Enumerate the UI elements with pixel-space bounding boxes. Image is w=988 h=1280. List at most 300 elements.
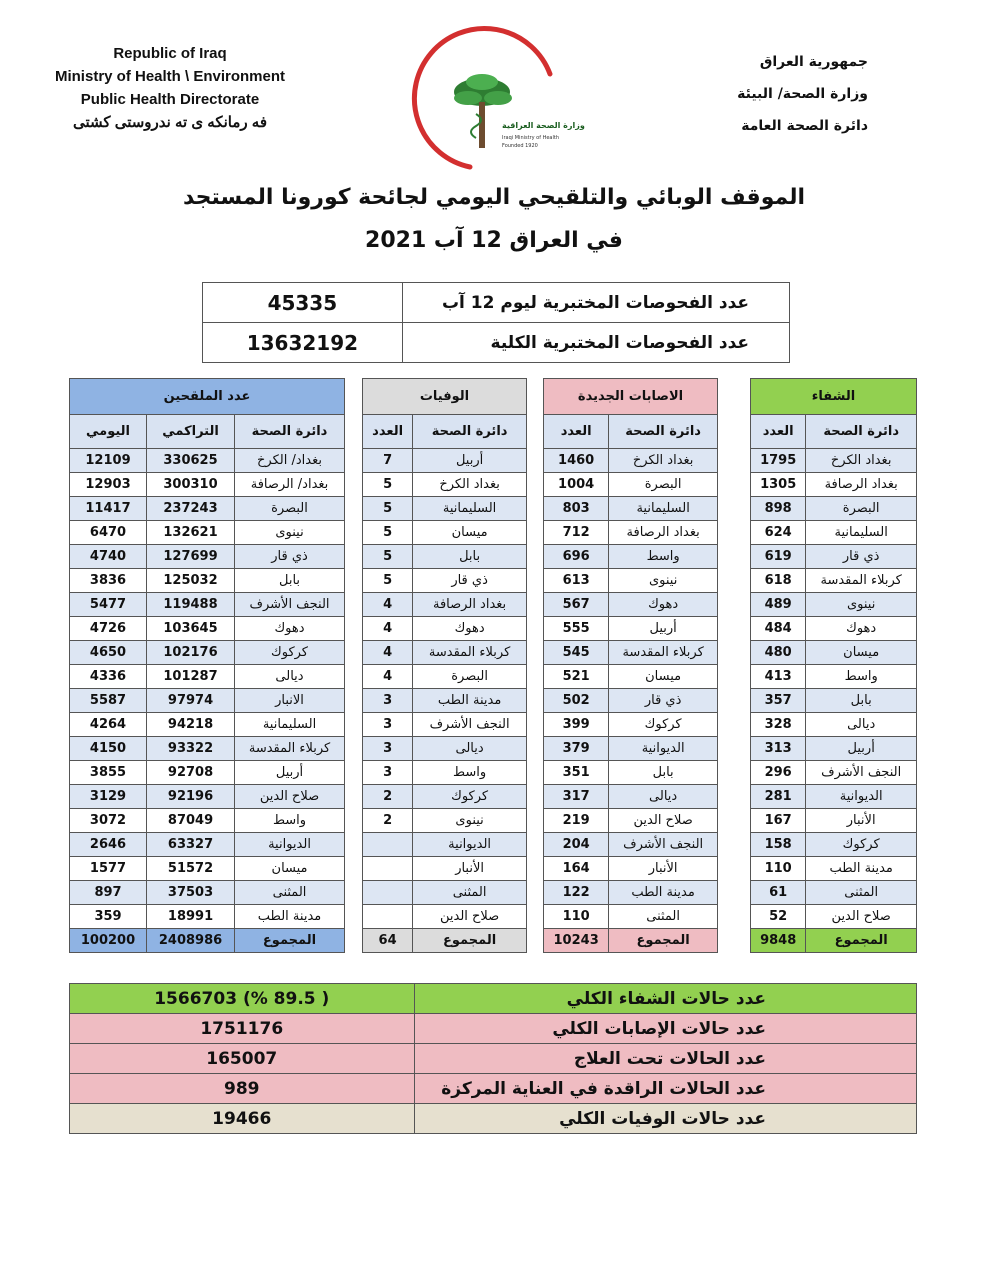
directorate-cell: نينوى	[806, 593, 917, 617]
directorate-cell: بغداد/ الرصافة	[235, 473, 345, 497]
header-ar-ministry: وزارة الصحة/ البيئة	[737, 86, 868, 102]
total-tests-label: عدد الفحوصات المختبرية الكلية	[402, 323, 789, 363]
directorate-cell: كركوك	[609, 713, 718, 737]
value-cell: 379	[544, 737, 609, 761]
deaths-col-count: العدد	[363, 415, 413, 449]
value-cell: 3	[363, 713, 413, 737]
value-cell: 5	[363, 497, 413, 521]
value-cell	[363, 881, 413, 905]
deaths-row	[363, 857, 527, 881]
value-cell: 4650	[70, 641, 147, 665]
directorate-cell: صلاح الدين	[413, 905, 527, 929]
value-cell: 4740	[70, 545, 147, 569]
vaccinated-total-row	[70, 929, 345, 953]
cases-row	[544, 857, 718, 881]
daily-tests-value: 45335	[203, 283, 403, 323]
directorate-cell: ميسان	[609, 665, 718, 689]
vaccinated-caption: عدد الملقحين	[70, 379, 345, 415]
ministry-logo	[410, 24, 585, 174]
directorate-cell: بغداد الكرخ	[609, 449, 718, 473]
daily-tests-label: عدد الفحوصات المختبرية ليوم 12 آب	[402, 283, 789, 323]
value-cell	[363, 905, 413, 929]
deaths-row	[363, 833, 527, 857]
value-cell: 87049	[147, 809, 235, 833]
cases-row	[544, 449, 718, 473]
deaths-row	[363, 473, 527, 497]
value-cell: 92708	[147, 761, 235, 785]
directorate-cell: ذي قار	[609, 689, 718, 713]
cases-row	[544, 785, 718, 809]
directorate-cell: بابل	[413, 545, 527, 569]
value-cell: 61	[751, 881, 806, 905]
directorate-cell: الديوانية	[235, 833, 345, 857]
value-cell: 300310	[147, 473, 235, 497]
directorate-cell: السليمانية	[806, 521, 917, 545]
value-cell: 4	[363, 617, 413, 641]
directorate-cell: المثنى	[235, 881, 345, 905]
directorate-cell: مدينة الطب	[413, 689, 527, 713]
directorate-cell: كربلاء المقدسة	[806, 569, 917, 593]
value-cell: 803	[544, 497, 609, 521]
vaccinated-row	[70, 665, 345, 689]
vaccinated-row	[70, 545, 345, 569]
value-cell: 313	[751, 737, 806, 761]
vaccinated-row	[70, 689, 345, 713]
deaths-row	[363, 665, 527, 689]
directorate-cell: بغداد الرصافة	[609, 521, 718, 545]
recovered-row	[751, 641, 917, 665]
cases-row	[544, 497, 718, 521]
value-cell: 5	[363, 473, 413, 497]
value-cell: 164	[544, 857, 609, 881]
vaccinated-row	[70, 713, 345, 737]
value-cell: 12109	[70, 449, 147, 473]
value-cell: 502	[544, 689, 609, 713]
arabic-header	[737, 46, 868, 142]
value-cell: 619	[751, 545, 806, 569]
value-cell: 2	[363, 785, 413, 809]
directorate-cell: كربلاء المقدسة	[413, 641, 527, 665]
value-cell: 296	[751, 761, 806, 785]
value-cell: 330625	[147, 449, 235, 473]
directorate-cell: ديالى	[235, 665, 345, 689]
directorate-cell: النجف الأشرف	[413, 713, 527, 737]
value-cell: 3	[363, 737, 413, 761]
value-cell: 2646	[70, 833, 147, 857]
lab-tests-table	[202, 282, 790, 363]
value-cell: 555	[544, 617, 609, 641]
directorate-cell: ميسان	[413, 521, 527, 545]
value-cell: 11417	[70, 497, 147, 521]
value-cell: 1460	[544, 449, 609, 473]
vaccinated-col-directorate: دائرة الصحة	[235, 415, 345, 449]
vaccinated-table	[69, 378, 345, 953]
vaccinated-row	[70, 881, 345, 905]
directorate-cell: كربلاء المقدسة	[609, 641, 718, 665]
total-value-cell: 10243	[544, 929, 609, 953]
value-cell: 102176	[147, 641, 235, 665]
deaths-col-directorate: دائرة الصحة	[413, 415, 527, 449]
directorate-cell: الانبار	[235, 689, 345, 713]
deaths-row	[363, 881, 527, 905]
directorate-cell: البصرة	[806, 497, 917, 521]
value-cell: 317	[544, 785, 609, 809]
value-cell: 127699	[147, 545, 235, 569]
directorate-cell: نينوى	[235, 521, 345, 545]
value-cell	[363, 833, 413, 857]
value-cell: 696	[544, 545, 609, 569]
vaccinated-row	[70, 737, 345, 761]
value-cell: 480	[751, 641, 806, 665]
directorate-cell: ميسان	[806, 641, 917, 665]
total-tests-row	[203, 323, 790, 363]
summary-row-recovered	[70, 984, 917, 1014]
value-cell: 1305	[751, 473, 806, 497]
directorate-cell: دهوك	[609, 593, 718, 617]
page-subtitle-date: في العراق 12 آب 2021	[365, 228, 623, 253]
directorate-cell: صلاح الدين	[806, 905, 917, 929]
deaths-table	[362, 378, 527, 953]
value-cell: 2	[363, 809, 413, 833]
recovered-row	[751, 761, 917, 785]
recovered-row	[751, 737, 917, 761]
value-cell: 103645	[147, 617, 235, 641]
value-cell: 12903	[70, 473, 147, 497]
value-cell: 63327	[147, 833, 235, 857]
directorate-cell: الديوانية	[806, 785, 917, 809]
directorate-cell: النجف الأشرف	[806, 761, 917, 785]
directorate-cell: بغداد الكرخ	[806, 449, 917, 473]
value-cell: 898	[751, 497, 806, 521]
directorate-cell: بابل	[609, 761, 718, 785]
directorate-cell: مدينة الطب	[806, 857, 917, 881]
value-cell: 618	[751, 569, 806, 593]
directorate-cell: الديوانية	[609, 737, 718, 761]
cases-row	[544, 641, 718, 665]
directorate-cell: ديالى	[413, 737, 527, 761]
recovered-total-row	[751, 929, 917, 953]
cases-row	[544, 713, 718, 737]
summary-table	[69, 983, 917, 1134]
value-cell: 545	[544, 641, 609, 665]
recovered-row	[751, 545, 917, 569]
header-republic: Republic of Iraq	[113, 45, 227, 62]
value-cell: 92196	[147, 785, 235, 809]
value-cell: 351	[544, 761, 609, 785]
vaccinated-row	[70, 473, 345, 497]
cases-row	[544, 809, 718, 833]
summary-label: عدد حالات الشفاء الكلي	[414, 984, 916, 1014]
value-cell: 4336	[70, 665, 147, 689]
value-cell: 1577	[70, 857, 147, 881]
total-label-cell: المجموع	[806, 929, 917, 953]
cases-row	[544, 521, 718, 545]
directorate-cell: البصرة	[413, 665, 527, 689]
directorate-cell: البصرة	[609, 473, 718, 497]
directorate-cell: ميسان	[235, 857, 345, 881]
directorate-cell: ديالى	[806, 713, 917, 737]
directorate-cell: الأنبار	[609, 857, 718, 881]
recovered-row	[751, 617, 917, 641]
value-cell: 122	[544, 881, 609, 905]
value-cell: 328	[751, 713, 806, 737]
vaccinated-col-cumulative: التراكمي	[147, 415, 235, 449]
summary-label: عدد الحالات تحت العلاج	[414, 1044, 916, 1074]
logo-text-arabic: وزارة الصحة العراقية	[502, 121, 585, 130]
value-cell: 93322	[147, 737, 235, 761]
total-label-cell: المجموع	[413, 929, 527, 953]
vaccinated-row	[70, 569, 345, 593]
directorate-cell: صلاح الدين	[609, 809, 718, 833]
cases-row	[544, 737, 718, 761]
cases-row	[544, 905, 718, 929]
header-kurdish: فه رمانكه ى ته ندروستى كشتى	[72, 114, 268, 131]
directorate-cell: ذي قار	[413, 569, 527, 593]
value-cell: 219	[544, 809, 609, 833]
directorate-cell: السليمانية	[235, 713, 345, 737]
deaths-caption: الوفيات	[363, 379, 527, 415]
directorate-cell: المثنى	[609, 905, 718, 929]
recovered-row	[751, 521, 917, 545]
value-cell: 167	[751, 809, 806, 833]
deaths-row	[363, 521, 527, 545]
vaccinated-row	[70, 833, 345, 857]
value-cell: 204	[544, 833, 609, 857]
directorate-cell: مدينة الطب	[235, 905, 345, 929]
header-ar-republic: جمهورية العراق	[759, 54, 868, 70]
daily-tests-row	[203, 283, 790, 323]
vaccinated-row	[70, 905, 345, 929]
value-cell: 132621	[147, 521, 235, 545]
value-cell: 5477	[70, 593, 147, 617]
deaths-row	[363, 905, 527, 929]
recovered-row	[751, 569, 917, 593]
value-cell: 359	[70, 905, 147, 929]
directorate-cell: صلاح الدين	[235, 785, 345, 809]
directorate-cell: أربيل	[235, 761, 345, 785]
recovered-row	[751, 785, 917, 809]
value-cell: 119488	[147, 593, 235, 617]
value-cell: 110	[544, 905, 609, 929]
value-cell: 5	[363, 521, 413, 545]
directorate-cell: السليمانية	[413, 497, 527, 521]
directorate-cell: واسط	[413, 761, 527, 785]
value-cell: 3855	[70, 761, 147, 785]
directorate-cell: المثنى	[413, 881, 527, 905]
deaths-row	[363, 593, 527, 617]
value-cell: 413	[751, 665, 806, 689]
summary-value: 1566703 (% 89.5 )	[70, 984, 415, 1014]
directorate-cell: كربلاء المقدسة	[235, 737, 345, 761]
value-cell: 3129	[70, 785, 147, 809]
value-cell: 5	[363, 545, 413, 569]
value-cell: 4150	[70, 737, 147, 761]
value-cell: 37503	[147, 881, 235, 905]
value-cell: 4264	[70, 713, 147, 737]
summary-row-under-treatment	[70, 1044, 917, 1074]
total-label-cell: المجموع	[609, 929, 718, 953]
vaccinated-row	[70, 617, 345, 641]
value-cell: 52	[751, 905, 806, 929]
cases-row	[544, 545, 718, 569]
value-cell: 5	[363, 569, 413, 593]
summary-value: 19466	[70, 1104, 415, 1134]
value-cell	[363, 857, 413, 881]
value-cell: 125032	[147, 569, 235, 593]
value-cell: 94218	[147, 713, 235, 737]
cases-total-row	[544, 929, 718, 953]
summary-value: 1751176	[70, 1014, 415, 1044]
directorate-cell: واسط	[609, 545, 718, 569]
deaths-row	[363, 449, 527, 473]
value-cell: 613	[544, 569, 609, 593]
value-cell: 7	[363, 449, 413, 473]
recovered-row	[751, 833, 917, 857]
cases-col-directorate: دائرة الصحة	[609, 415, 718, 449]
header-directorate: Public Health Directorate	[80, 91, 260, 108]
cases-row	[544, 665, 718, 689]
recovered-row	[751, 593, 917, 617]
value-cell: 3072	[70, 809, 147, 833]
cases-row	[544, 473, 718, 497]
value-cell: 97974	[147, 689, 235, 713]
header-ministry: Ministry of Health \ Environment	[54, 68, 286, 85]
recovered-row	[751, 905, 917, 929]
directorate-cell: نينوى	[609, 569, 718, 593]
value-cell: 4726	[70, 617, 147, 641]
summary-label: عدد حالات الإصابات الكلي	[414, 1014, 916, 1044]
deaths-row	[363, 809, 527, 833]
value-cell: 51572	[147, 857, 235, 881]
directorate-cell: ديالى	[609, 785, 718, 809]
recovered-row	[751, 713, 917, 737]
value-cell: 399	[544, 713, 609, 737]
vaccinated-row	[70, 521, 345, 545]
deaths-row	[363, 761, 527, 785]
value-cell: 624	[751, 521, 806, 545]
directorate-cell: بغداد/ الكرخ	[235, 449, 345, 473]
english-header	[30, 42, 310, 134]
vaccinated-row	[70, 641, 345, 665]
new-cases-table	[543, 378, 718, 953]
directorate-cell: المثنى	[806, 881, 917, 905]
cases-row	[544, 593, 718, 617]
vaccinated-row	[70, 593, 345, 617]
directorate-cell: كركوك	[235, 641, 345, 665]
value-cell: 3	[363, 689, 413, 713]
directorate-cell: النجف الأشرف	[609, 833, 718, 857]
recovered-row	[751, 857, 917, 881]
deaths-row	[363, 713, 527, 737]
value-cell: 158	[751, 833, 806, 857]
total-value-cell: 64	[363, 929, 413, 953]
value-cell: 4	[363, 641, 413, 665]
value-cell: 110	[751, 857, 806, 881]
summary-row-total-deaths	[70, 1104, 917, 1134]
summary-value: 165007	[70, 1044, 415, 1074]
recovered-row	[751, 473, 917, 497]
recovered-row	[751, 689, 917, 713]
deaths-row	[363, 689, 527, 713]
directorate-cell: دهوك	[806, 617, 917, 641]
cases-row	[544, 881, 718, 905]
recovered-table	[750, 378, 917, 953]
value-cell: 4	[363, 593, 413, 617]
total-value-cell: 100200	[70, 929, 147, 953]
directorate-cell: واسط	[235, 809, 345, 833]
value-cell: 489	[751, 593, 806, 617]
deaths-row	[363, 569, 527, 593]
recovered-row	[751, 809, 917, 833]
directorate-cell: أربيل	[413, 449, 527, 473]
directorate-cell: بابل	[235, 569, 345, 593]
value-cell: 1004	[544, 473, 609, 497]
vaccinated-row	[70, 497, 345, 521]
directorate-cell: الأنبار	[413, 857, 527, 881]
directorate-cell: بغداد الرصافة	[806, 473, 917, 497]
cases-row	[544, 689, 718, 713]
directorate-cell: السليمانية	[609, 497, 718, 521]
value-cell: 5587	[70, 689, 147, 713]
recovered-row	[751, 449, 917, 473]
value-cell: 237243	[147, 497, 235, 521]
value-cell: 4	[363, 665, 413, 689]
value-cell: 484	[751, 617, 806, 641]
summary-value: 989	[70, 1074, 415, 1104]
value-cell: 6470	[70, 521, 147, 545]
deaths-row	[363, 617, 527, 641]
logo-text-founded: Founded 1920	[502, 143, 538, 149]
vaccinated-row	[70, 809, 345, 833]
directorate-cell: دهوك	[413, 617, 527, 641]
vaccinated-row	[70, 785, 345, 809]
total-value-cell: 2408986	[147, 929, 235, 953]
header-ar-directorate: دائرة الصحة العامة	[741, 118, 868, 134]
directorate-cell: ذي قار	[235, 545, 345, 569]
directorate-cell: البصرة	[235, 497, 345, 521]
value-cell: 18991	[147, 905, 235, 929]
cases-caption: الاصابات الجديدة	[544, 379, 718, 415]
recovered-col-count: العدد	[751, 415, 806, 449]
recovered-row	[751, 497, 917, 521]
directorate-cell: أربيل	[806, 737, 917, 761]
deaths-total-row	[363, 929, 527, 953]
deaths-row	[363, 785, 527, 809]
directorate-cell: الأنبار	[806, 809, 917, 833]
vaccinated-row	[70, 857, 345, 881]
total-tests-value: 13632192	[203, 323, 403, 363]
value-cell: 357	[751, 689, 806, 713]
directorate-cell: بغداد الرصافة	[413, 593, 527, 617]
recovered-row	[751, 665, 917, 689]
page-title: الموقف الوبائي والتلقيحي اليومي لجائحة كورونا المستجد	[182, 185, 806, 210]
directorate-cell: مدينة الطب	[609, 881, 718, 905]
summary-label: عدد الحالات الراقدة في العناية المركزة	[414, 1074, 916, 1104]
directorate-cell: بغداد الكرخ	[413, 473, 527, 497]
deaths-row	[363, 737, 527, 761]
summary-label: عدد حالات الوفيات الكلي	[414, 1104, 916, 1134]
directorate-cell: دهوك	[235, 617, 345, 641]
directorate-cell: النجف الأشرف	[235, 593, 345, 617]
vaccinated-row	[70, 449, 345, 473]
recovered-col-directorate: دائرة الصحة	[806, 415, 917, 449]
summary-row-total-cases	[70, 1014, 917, 1044]
cases-row	[544, 569, 718, 593]
vaccinated-col-daily: اليومي	[70, 415, 147, 449]
directorate-cell: كركوك	[413, 785, 527, 809]
deaths-row	[363, 641, 527, 665]
cases-row	[544, 833, 718, 857]
